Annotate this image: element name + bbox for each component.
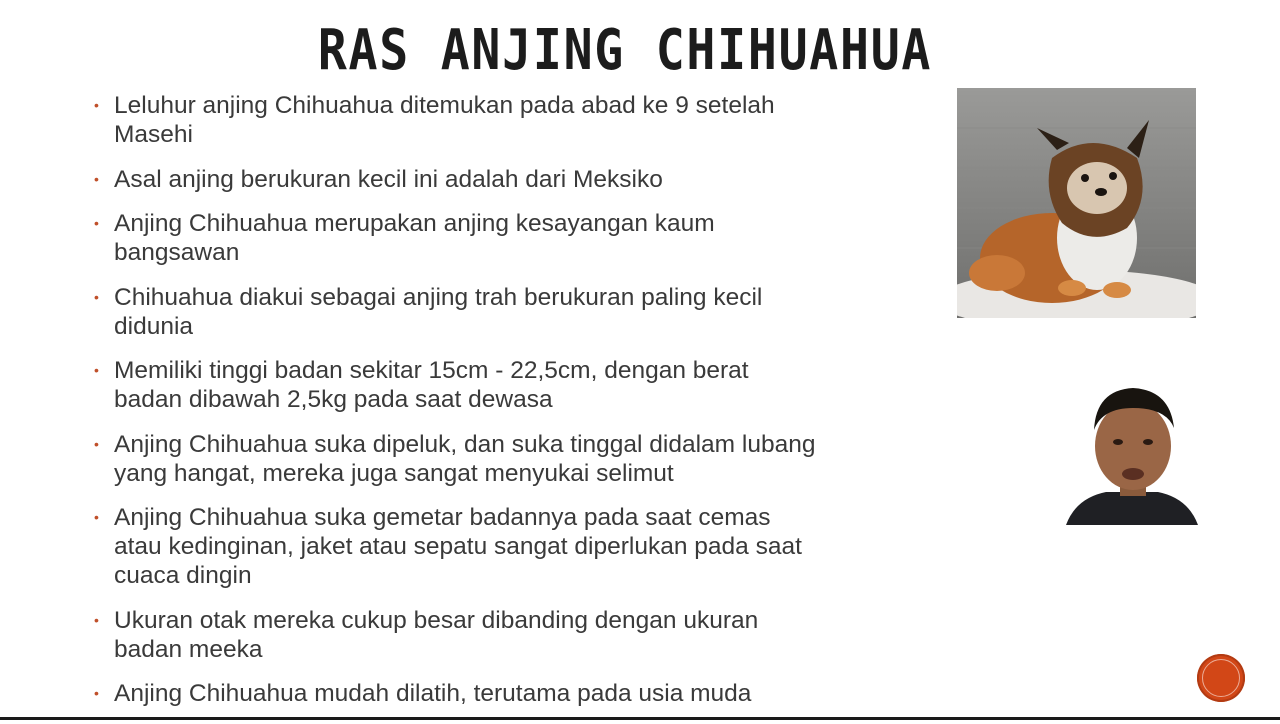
bullet-item: • Anjing Chihuahua suka gemetar badannya pada saat cemas atau kedinginan, jaket atau sepatu sangat diperlukan pada saat cuaca dingin	[94, 504, 802, 589]
bullet-item: • Leluhur anjing Chihuahua ditemukan pada abad ke 9 setelah Masehi	[94, 92, 775, 148]
bullet-list	[90, 91, 890, 724]
presenter-webcam	[1066, 380, 1198, 525]
bullet-item: • Ukuran otak mereka cukup besar dibanding dengan ukuran badan meeka	[94, 606, 759, 663]
chihuahua-photo	[957, 88, 1196, 318]
bullet-item: • Anjing Chihuahua merupakan anjing kesayangan kaum bangsawan	[94, 210, 715, 266]
bullet-marker: •	[94, 685, 99, 701]
bullet-item: • Memiliki tinggi badan sekitar 15cm - 22,5cm, dengan berat badan dibawah 2,5kg pada saat dewasa	[94, 357, 749, 413]
bullet-marker: •	[94, 611, 99, 628]
bullet-marker: •	[94, 288, 99, 305]
bullet-item: • Anjing Chihuahua suka dipeluk, dan suka tinggal didalam lubang yang hangat, mereka juga sangat menyukai selimut	[94, 430, 816, 487]
bullet-item: • Chihuahua diakui sebagai anjing trah berukuran paling kecil didunia	[94, 283, 763, 340]
bullet-marker: •	[94, 97, 99, 113]
circle-nav-icon	[1202, 659, 1240, 697]
bullet-marker: •	[94, 362, 99, 378]
bullet-item: • Anjing Chihuahua mudah dilatih, terutama pada usia muda	[94, 680, 752, 707]
bullet-marker: •	[94, 170, 99, 187]
next-slide-button[interactable]	[1197, 654, 1245, 702]
presenter-avatar	[1066, 380, 1198, 525]
bullet-marker: •	[94, 215, 99, 231]
chihuahua-illustration	[957, 88, 1196, 318]
bullet-item: • Asal anjing berukuran kecil ini adalah dari Meksiko	[94, 165, 663, 193]
bullet-marker: •	[94, 435, 99, 452]
bullet-marker: •	[94, 509, 99, 525]
slide-title: RAS ANJING CHIHUAHUA	[317, 18, 933, 83]
